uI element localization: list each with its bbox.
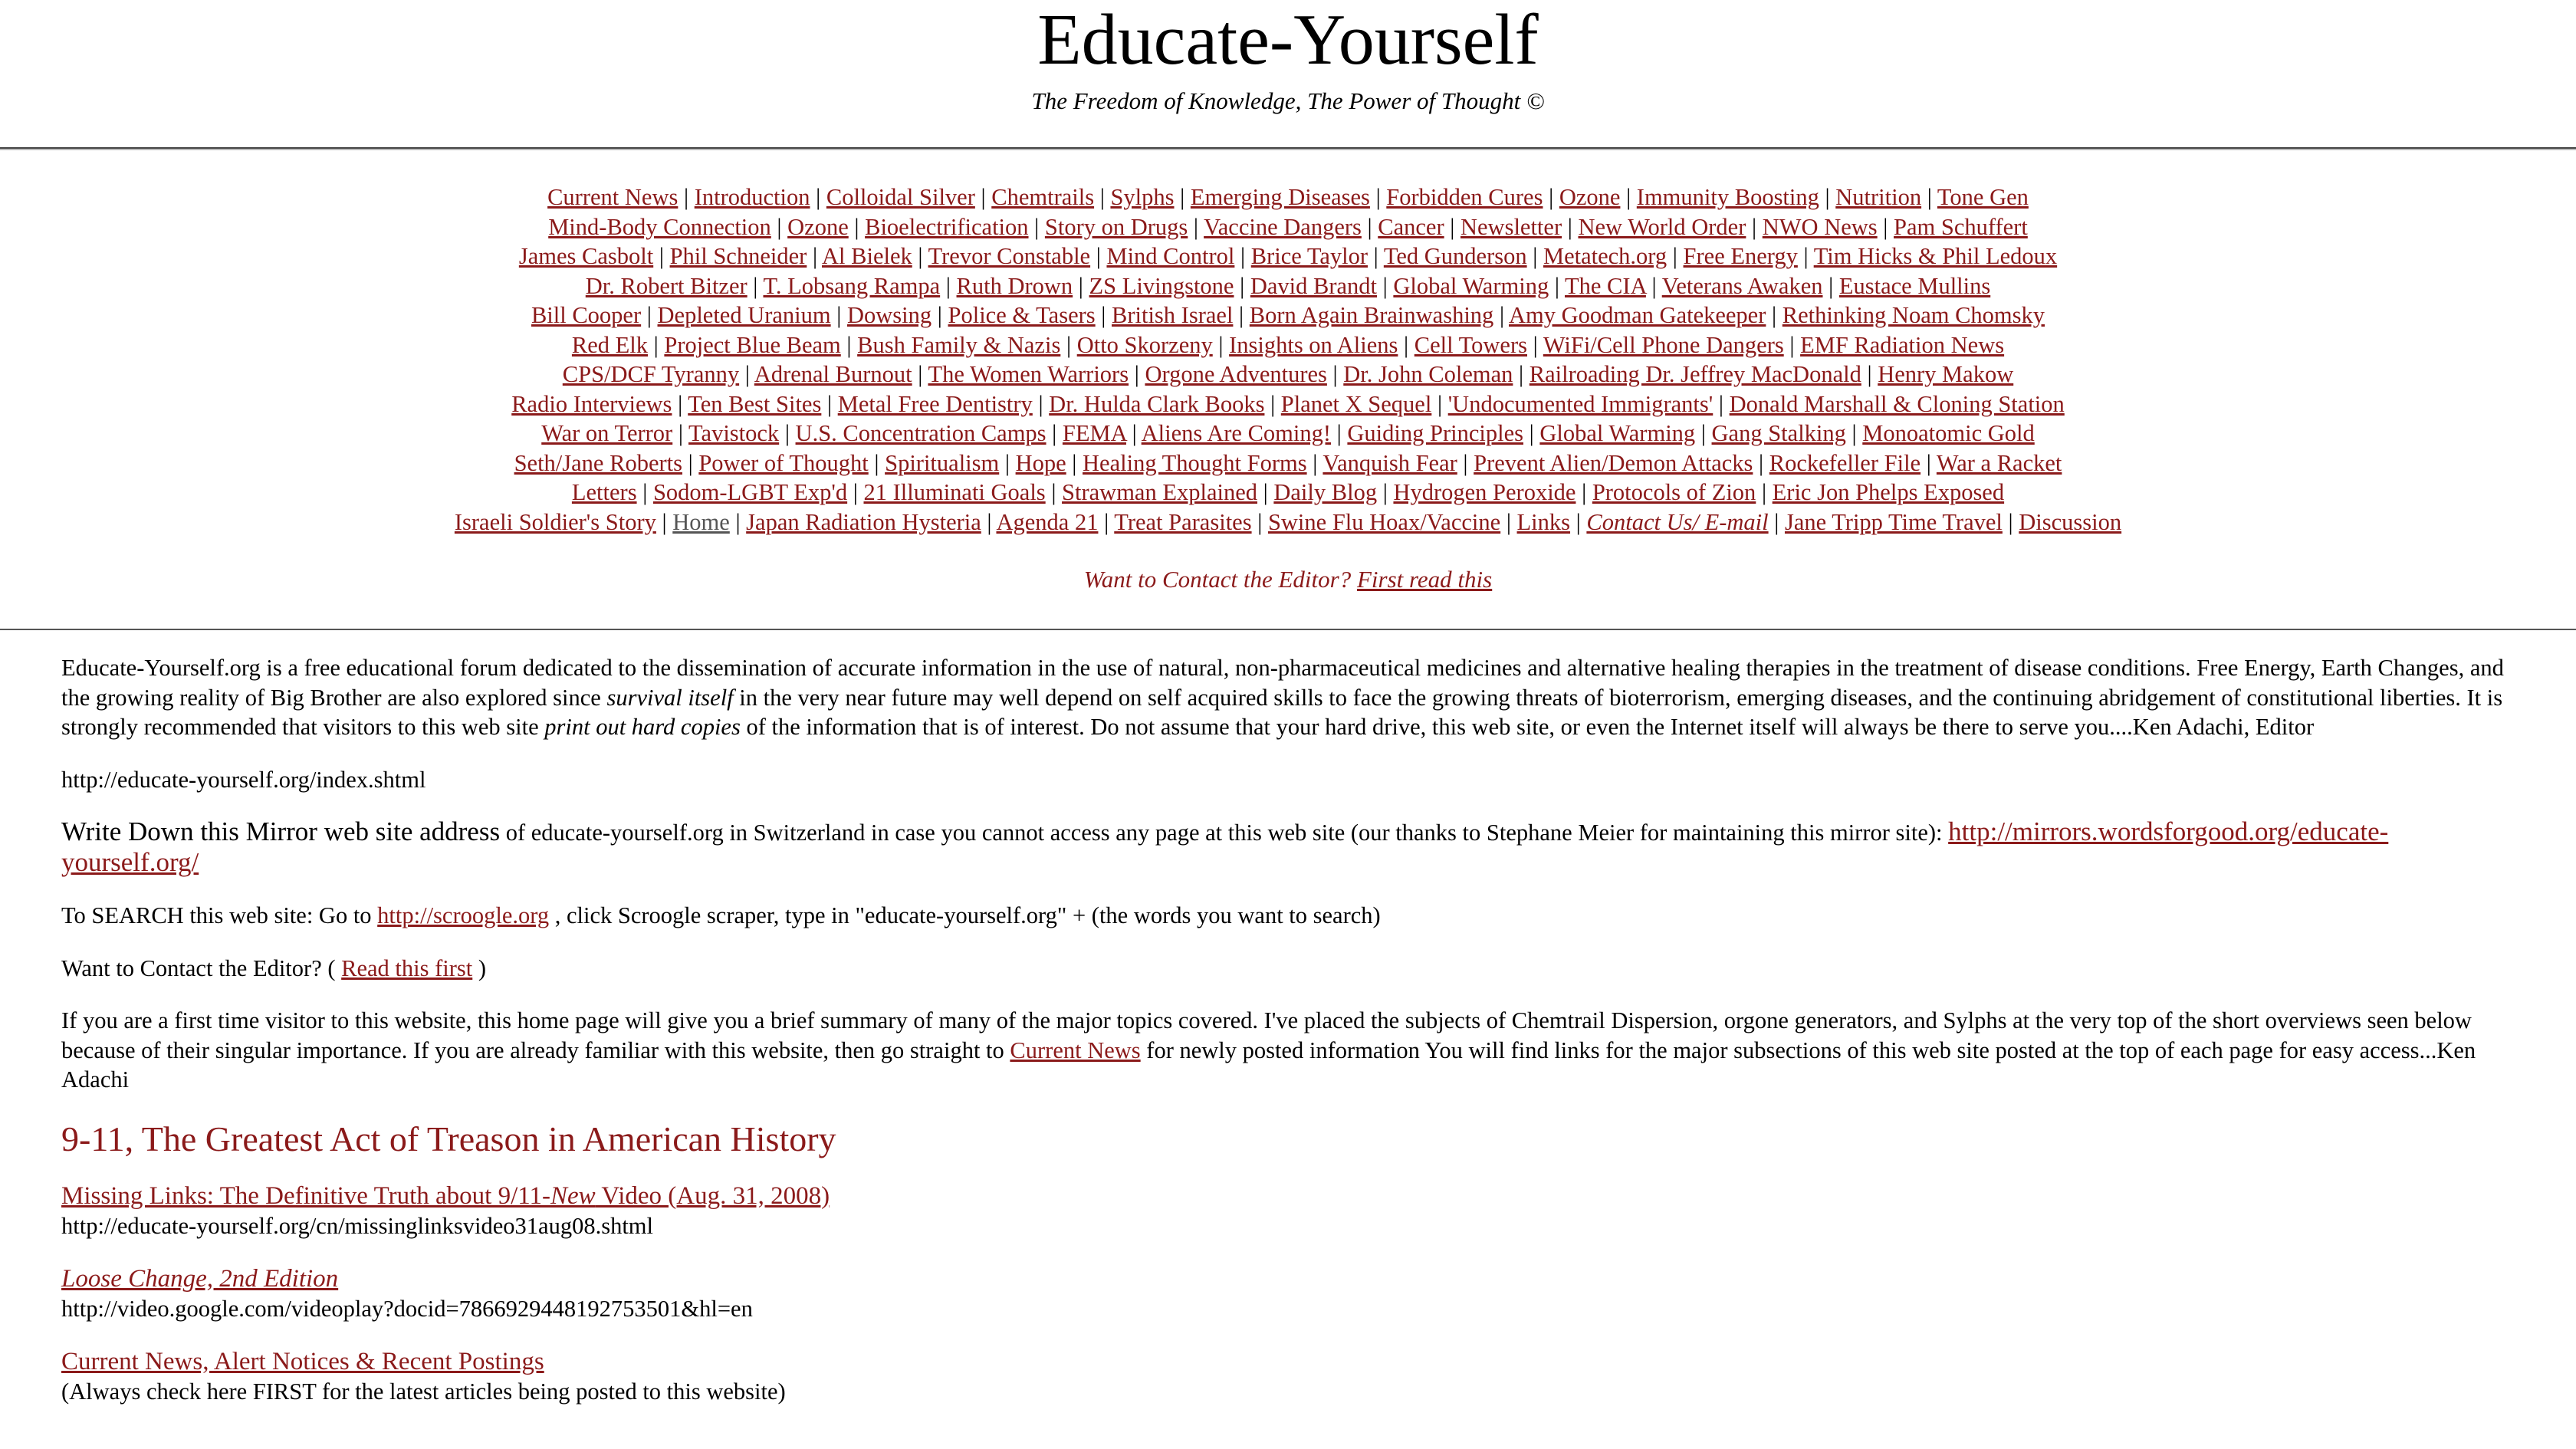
nav-link[interactable]: David Brandt (1250, 272, 1378, 299)
section-title: 9-11, The Greatest Act of Treason in American History (61, 1119, 836, 1158)
nav-separator: | (940, 272, 957, 299)
mirror-text: of educate-yourself.org in Switzerland in case you cannot access any page at this web site (our thanks to Stephane Meier for maintaining this mirror site): (500, 820, 1949, 846)
nav-separator: | (682, 449, 699, 476)
nav-link[interactable]: Bioelectrification (865, 213, 1029, 240)
nav-link[interactable]: The Women Warriors (928, 361, 1129, 387)
nav-link[interactable]: Tim Hicks & Phil Ledoux (1813, 243, 2058, 269)
nav-separator: | (1667, 243, 1684, 269)
nav-link[interactable]: Amy Goodman Gatekeeper (1509, 302, 1766, 328)
nav-separator: | (1768, 508, 1785, 535)
nav-separator: | (1543, 184, 1559, 210)
nav-link[interactable]: Agenda 21 (996, 508, 1099, 535)
mirror-heading: Write Down this Mirror web site address (61, 816, 501, 846)
nav-link[interactable]: U.S. Concentration Camps (795, 420, 1046, 446)
nav-separator: | (1331, 420, 1348, 446)
nav-separator: | (770, 213, 788, 240)
nav-separator: | (1513, 361, 1530, 387)
nav-link[interactable]: Orgone Adventures (1145, 361, 1327, 387)
visitor-text-1: If you are a first time visitor to this website, this home page will give you a brief summary of many of the major topics covered. I've placed the subjects of Chemtrail Dispersion, orgone generators, and Sylphs at the very top of the short overviews seen below because of their singular importance. If you are already familiar with this website, then go straight to (61, 1007, 2472, 1063)
nav-separator: | (1095, 302, 1112, 328)
nav-link[interactable]: Donald Marshall & Cloning Station (1729, 390, 2065, 417)
contact-text-2: ) (472, 955, 487, 981)
nav-separator: | (1377, 272, 1394, 299)
nav-link[interactable]: Metatech.org (1543, 243, 1668, 269)
nav-separator: | (810, 184, 826, 210)
nav-link[interactable]: Vanquish Fear (1322, 449, 1457, 476)
nav-link[interactable]: Prevent Alien/Demon Attacks (1474, 449, 1753, 476)
intro-text-3: of the information that is of interest. Do not assume that your hard drive, this web site, or even the Internet itself will always be there to serve you....Ken Adachi, Editor (740, 714, 2315, 740)
nav-link[interactable]: Dr. John Coleman (1343, 361, 1513, 387)
nav-separator: | (641, 302, 658, 328)
topic-nav (0, 182, 2576, 537)
nav-link[interactable]: War on Terror (541, 420, 673, 446)
nav-link[interactable]: War a Racket (1936, 449, 2062, 476)
nav-link[interactable]: Healing Thought Forms (1083, 449, 1307, 476)
read-this-first-link[interactable]: Read this first (341, 955, 473, 981)
nav-separator: | (1527, 331, 1543, 358)
nav-separator: | (1753, 449, 1769, 476)
nav-separator: | (779, 420, 796, 446)
list-item (61, 1263, 2507, 1323)
nav-link[interactable]: FEMA (1062, 420, 1126, 446)
first-read-this-link[interactable]: First read this (1356, 566, 1493, 593)
nav-link[interactable]: Home (672, 508, 730, 535)
main-content (61, 653, 2507, 1429)
site-header (0, 0, 2576, 117)
nav-separator: | (1233, 302, 1250, 328)
site-title: Educate-Yourself (1037, 0, 1539, 80)
nav-link[interactable]: Red Elk (571, 331, 649, 358)
missing-links-video-link[interactable] (61, 1182, 830, 1210)
nav-separator: | (1188, 213, 1204, 240)
nav-link[interactable]: Eustace Mullins (1838, 272, 1991, 299)
item-url: http://video.google.com/videoplay?docid=7866929448192753501&hl=en (61, 1295, 753, 1322)
nav-separator: | (1129, 361, 1145, 387)
nav-separator: | (1066, 449, 1083, 476)
nav-row (0, 242, 2576, 271)
nav-link[interactable]: Guiding Principles (1347, 420, 1523, 446)
nav-separator: | (1500, 508, 1517, 535)
nav-link[interactable]: Otto Skorzeny (1076, 331, 1213, 358)
nav-separator: | (821, 390, 838, 417)
intro-emphasis-1: survival itself (606, 684, 734, 711)
nav-row (0, 419, 2576, 449)
nav-separator: | (932, 302, 948, 328)
nav-separator: | (1361, 213, 1378, 240)
nav-link[interactable]: Dowsing (847, 302, 932, 328)
nav-link[interactable]: Railroading Dr. Jeffrey MacDonald (1529, 361, 1861, 387)
nav-separator: | (1174, 184, 1191, 210)
nav-link[interactable]: WiFi/Cell Phone Dangers (1543, 331, 1784, 358)
nav-separator: | (1620, 184, 1637, 210)
nav-separator: | (1098, 508, 1115, 535)
nav-separator: | (1032, 390, 1050, 417)
item-link-text-2[interactable]: Video (Aug. 31, 2008) (595, 1181, 830, 1210)
nav-separator: | (636, 479, 653, 505)
nav-link[interactable]: Links (1516, 508, 1571, 535)
nav-link[interactable]: Strawman Explained (1062, 479, 1257, 505)
nav-link[interactable]: Global Warming (1393, 272, 1549, 299)
nav-separator: | (1444, 213, 1460, 240)
nav-separator: | (1046, 420, 1063, 446)
intro-paragraph (61, 653, 2507, 742)
nav-separator: | (1713, 390, 1730, 417)
nav-link[interactable]: Contact Us/ E-mail (1586, 508, 1769, 535)
nav-link[interactable]: Gang Stalking (1711, 420, 1846, 446)
nav-link[interactable]: Project Blue Beam (664, 331, 841, 358)
nav-link[interactable]: New World Order (1578, 213, 1746, 240)
nav-link[interactable]: Tone Gen (1937, 184, 2029, 210)
nav-link[interactable]: Veterans Awaken (1661, 272, 1823, 299)
nav-separator: | (847, 479, 864, 505)
intro-text-1: Educate-Yourself.org is a free educational forum dedicated to the dissemination of accurate information in the use of natural, non-pharmaceutical medicines and alternative healing therapies in the treatment of disease conditions. Free Energy, Earth Changes, and the growing reality of Big Brother are also explored since (61, 655, 2504, 711)
nav-link[interactable]: Adrenal Burnout (754, 361, 912, 387)
nav-row (0, 478, 2576, 508)
nav-link[interactable]: Seth/Jane Roberts (514, 449, 682, 476)
nav-link[interactable]: Pam Schuffert (1894, 213, 2028, 240)
nav-link[interactable]: Hydrogen Peroxide (1393, 479, 1576, 505)
nav-link[interactable]: Ozone (1559, 184, 1621, 210)
nav-link[interactable]: Metal Free Dentistry (837, 390, 1033, 417)
current-news-alerts-link[interactable]: Current News, Alert Notices & Recent Postings (61, 1347, 544, 1375)
nav-row (0, 360, 2576, 389)
nav-link[interactable]: Nutrition (1835, 184, 1922, 210)
nav-link[interactable]: Sodom-LGBT Exp'd (652, 479, 848, 505)
nav-link[interactable]: Radio Interviews (511, 390, 672, 417)
nav-separator: | (1822, 272, 1839, 299)
nav-link[interactable]: Vaccine Dangers (1204, 213, 1362, 240)
nav-link[interactable]: Bush Family & Nazis (857, 331, 1061, 358)
nav-link[interactable]: The CIA (1565, 272, 1646, 299)
nav-separator: | (1783, 331, 1801, 358)
nav-link[interactable]: Treat Parasites (1114, 508, 1252, 535)
nav-link[interactable]: Emerging Diseases (1190, 184, 1370, 210)
nav-separator: | (1797, 243, 1814, 269)
contact-text-1: Want to Contact the Editor? ( (61, 955, 342, 981)
nav-separator: | (807, 243, 822, 269)
nav-separator: | (653, 243, 670, 269)
nav-separator: | (1028, 213, 1045, 240)
nav-link[interactable]: Global Warming (1539, 420, 1696, 446)
nav-separator: | (678, 184, 695, 210)
nav-link[interactable]: Aliens Are Coming! (1141, 420, 1332, 446)
loose-change-link[interactable] (61, 1265, 338, 1293)
nav-separator: | (1234, 272, 1250, 299)
nav-link[interactable]: Phil Schneider (669, 243, 807, 269)
nav-row (0, 271, 2576, 301)
nav-link[interactable]: Current News (547, 184, 678, 210)
nav-separator: | (1549, 272, 1566, 299)
nav-link[interactable]: Letters (571, 479, 637, 505)
nav-row (0, 389, 2576, 419)
nav-link[interactable]: Story on Drugs (1044, 213, 1188, 240)
nav-link[interactable]: Hope (1015, 449, 1066, 476)
visitor-paragraph (61, 1006, 2507, 1095)
nav-separator: | (656, 508, 673, 535)
nav-separator: | (648, 331, 665, 358)
nav-separator: | (1845, 420, 1863, 446)
nav-separator: | (1094, 184, 1111, 210)
search-text-1: To SEARCH this web site: Go to (61, 902, 378, 928)
nav-separator: | (1264, 390, 1281, 417)
item-link-text[interactable]: Missing Links: The Definitive Truth about 9/11- (61, 1181, 551, 1210)
nav-separator: | (1060, 331, 1077, 358)
nav-link[interactable]: Rockefeller File (1769, 449, 1921, 476)
nav-separator: | (1756, 479, 1773, 505)
nav-row (0, 508, 2576, 537)
nav-separator: | (1695, 420, 1712, 446)
nav-separator: | (1090, 243, 1107, 269)
nav-link[interactable]: T. Lobsang Rampa (763, 272, 941, 299)
nav-link[interactable]: Police & Tasers (948, 302, 1096, 328)
nav-link[interactable]: Ted Gunderson (1383, 243, 1527, 269)
nav-link[interactable]: Brice Taylor (1250, 243, 1368, 269)
nav-link[interactable]: NWO News (1762, 213, 1878, 240)
nav-separator: | (1576, 479, 1592, 505)
nav-separator: | (1073, 272, 1089, 299)
nav-separator: | (1570, 508, 1587, 535)
nav-separator: | (1861, 361, 1878, 387)
nav-link[interactable]: Chemtrails (991, 184, 1095, 210)
nav-separator: | (1562, 213, 1579, 240)
nav-link[interactable]: James Casbolt (518, 243, 654, 269)
header-divider (0, 147, 2576, 150)
nav-separator: | (1645, 272, 1662, 299)
nav-link[interactable]: Cell Towers (1414, 331, 1527, 358)
mirror-paragraph (61, 817, 2507, 878)
nav-link[interactable]: Ozone (787, 213, 849, 240)
nav-separator: | (1921, 449, 1937, 476)
item-link-text[interactable]: Loose Change, 2nd Edition (61, 1264, 339, 1293)
nav-link[interactable]: Colloidal Silver (826, 184, 975, 210)
nav-link[interactable]: Al Bielek (822, 243, 912, 269)
contact-paragraph (61, 954, 2507, 984)
nav-separator: | (672, 390, 688, 417)
nav-link[interactable]: Introduction (694, 184, 810, 210)
nav-link[interactable]: Planet X Sequel (1280, 390, 1432, 417)
nav-separator: | (1431, 390, 1448, 417)
item-url: (Always check here FIRST for the latest articles being posted to this website) (61, 1378, 786, 1405)
nav-link[interactable]: Dr. Robert Bitzer (585, 272, 748, 299)
nav-separator: | (1251, 508, 1268, 535)
nav-link[interactable]: Power of Thought (698, 449, 869, 476)
nav-link[interactable]: Swine Flu Hoax/Vaccine (1267, 508, 1501, 535)
nav-link[interactable]: Born Again Brainwashing (1249, 302, 1494, 328)
nav-link[interactable]: Dr. Hulda Clark Books (1049, 390, 1265, 417)
nav-link[interactable]: Monoatomic Gold (1862, 420, 2035, 446)
nav-link[interactable]: Mind Control (1106, 243, 1235, 269)
nav-separator: | (1526, 243, 1543, 269)
nav-link[interactable]: Trevor Constable (928, 243, 1091, 269)
nav-separator: | (974, 184, 992, 210)
nav-separator: | (1234, 243, 1251, 269)
nav-separator: | (981, 508, 997, 535)
nav-link[interactable]: Protocols of Zion (1592, 479, 1756, 505)
nav-separator: | (1921, 184, 1937, 210)
nav-separator: | (1369, 184, 1387, 210)
nav-separator: | (739, 361, 754, 387)
nav-link[interactable]: Forbidden Cures (1386, 184, 1543, 210)
nav-separator: | (1493, 302, 1509, 328)
nav-separator: | (840, 331, 858, 358)
nav-link[interactable]: Newsletter (1460, 213, 1562, 240)
nav-separator: | (1377, 479, 1394, 505)
nav-link[interactable]: Depleted Uranium (657, 302, 831, 328)
nav-row (0, 212, 2576, 242)
nav-link[interactable]: Cancer (1378, 213, 1444, 240)
nav-link[interactable]: Jane Tripp Time Travel (1784, 508, 2003, 535)
item-url: http://educate-yourself.org/cn/missinglinksvideo31aug08.shtml (61, 1212, 654, 1239)
nav-row (0, 301, 2576, 330)
nav-separator: | (1398, 331, 1414, 358)
nav-row (0, 330, 2576, 360)
search-text-2: , click Scroogle scraper, type in "educate-yourself.org" + (the words you want to search) (549, 902, 1381, 928)
nav-separator: | (747, 272, 764, 299)
nav-separator: | (672, 420, 689, 446)
nav-link[interactable]: Rethinking Noam Chomsky (1782, 302, 2045, 328)
list-item (61, 1346, 2507, 1406)
nav-separator: | (1212, 331, 1230, 358)
nav-separator: | (912, 243, 928, 269)
nav-link[interactable]: Bill Cooper (531, 302, 642, 328)
nav-link[interactable]: Discussion (2019, 508, 2122, 535)
nav-link[interactable]: Immunity Boosting (1636, 184, 1819, 210)
nav-link[interactable]: Tavistock (688, 420, 780, 446)
nav-separator: | (2002, 508, 2019, 535)
nav-separator: | (868, 449, 886, 476)
nav-link[interactable]: 'Undocumented Immigrants' (1447, 390, 1714, 417)
nav-link[interactable]: ZS Livingstone (1089, 272, 1234, 299)
nav-separator: | (1257, 479, 1274, 505)
nav-separator: | (1045, 479, 1063, 505)
nav-separator: | (912, 361, 928, 387)
nav-link[interactable]: Free Energy (1683, 243, 1798, 269)
nav-separator: | (1877, 213, 1894, 240)
nav-separator: | (1766, 302, 1783, 328)
nav-separator: | (999, 449, 1016, 476)
current-news-link[interactable]: Current News (1010, 1037, 1141, 1063)
list-item (61, 1181, 2507, 1240)
nav-link[interactable]: Insights on Aliens (1229, 331, 1398, 358)
visitor-text-2: for newly posted information You will find links for the major subsections of this web site posted at the top of each page for easy access...Ken Adachi (61, 1037, 2476, 1092)
site-tagline: The Freedom of Knowledge, The Power of Thought © (1031, 87, 1545, 114)
nav-separator: | (1125, 420, 1142, 446)
nav-separator: | (1457, 449, 1474, 476)
nav-separator: | (830, 302, 847, 328)
nav-separator: | (848, 213, 866, 240)
nav-link[interactable]: Eric Jon Phelps Exposed (1772, 479, 2005, 505)
nav-link[interactable]: 21 Illuminati Goals (863, 479, 1046, 505)
nav-link[interactable]: Daily Blog (1273, 479, 1378, 505)
mirror-link[interactable]: http://mirrors.wordsforgood.org/educate-yourself.org/ (61, 816, 2389, 877)
nav-link[interactable]: Mind-Body Connection (548, 213, 771, 240)
search-paragraph (61, 901, 2507, 931)
scroogle-link[interactable]: http://scroogle.org (377, 902, 550, 928)
nav-link[interactable]: Japan Radiation Hysteria (746, 508, 981, 535)
nav-separator: | (729, 508, 747, 535)
contact-editor-line (0, 566, 2576, 593)
site-url: http://educate-yourself.org/index.shtml (61, 766, 426, 793)
content-divider (0, 629, 2576, 630)
nav-separator: | (1368, 243, 1384, 269)
nav-link[interactable]: Ruth Drown (956, 272, 1073, 299)
nav-row (0, 182, 2576, 212)
nav-link[interactable]: Israeli Soldier's Story (454, 508, 656, 535)
nav-row (0, 449, 2576, 478)
nav-separator: | (1819, 184, 1836, 210)
nav-separator: | (1306, 449, 1323, 476)
nav-separator: | (1746, 213, 1763, 240)
nav-separator: | (1326, 361, 1344, 387)
nav-link[interactable]: Henry Makow (1878, 361, 2014, 387)
nav-link[interactable]: Spiritualism (885, 449, 1000, 476)
nav-link[interactable]: EMF Radiation News (1800, 331, 2005, 358)
nav-separator: | (1523, 420, 1540, 446)
intro-text-2: in the very near future may well depend on self acquired skills to face the growing threats of bioterrorism, emerging diseases, and the continuing abridgement of constitutional liberties. It is strongly recommended that visitors to this web site (61, 684, 2503, 740)
nav-link[interactable]: Sylphs (1110, 184, 1175, 210)
item-link-new[interactable]: New (550, 1181, 596, 1210)
nav-link[interactable]: CPS/DCF Tyranny (562, 361, 740, 387)
contact-editor-prompt: Want to Contact the Editor? (1083, 566, 1352, 593)
nav-link[interactable]: British Israel (1112, 302, 1234, 328)
nav-link[interactable]: Ten Best Sites (688, 390, 822, 417)
intro-emphasis-2: print out hard copies (544, 714, 741, 740)
